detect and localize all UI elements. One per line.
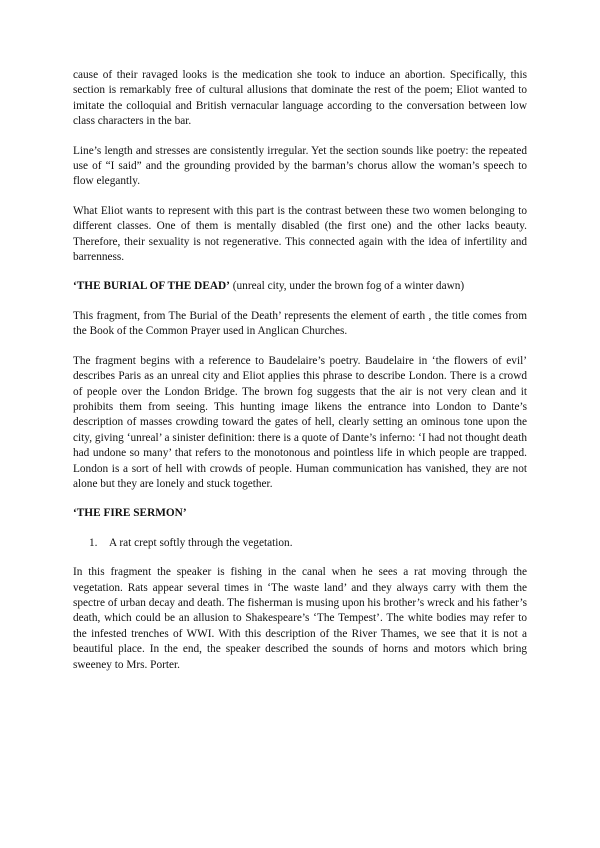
- list-item-text: A rat crept softly through the vegetation.: [109, 536, 293, 549]
- document-page: [73, 68, 527, 687]
- paragraph-contrast-women: What Eliot wants to represent with this part is the contrast between these two women belonging to different classes. One of them is mentally disabled (the first one) and the other lacks beauty. Therefore, their sexuality is not regenerative. This connected again with the idea of infertility and barrenness.: [73, 204, 527, 264]
- paragraph-line-length: Line’s length and stresses are consistently irregular. Yet the section sounds like poetry: the repeated use of “I said” and the grounding provided by the barman’s chorus allow the woman’s speech to flow elegantly.: [73, 144, 527, 188]
- section-title-burial: ‘THE BURIAL OF THE DEAD’: [73, 280, 230, 293]
- section-title-fire-sermon: ‘THE FIRE SERMON’: [73, 507, 187, 520]
- list-item: [73, 536, 527, 551]
- paragraph-abortion-medication: cause of their ravaged looks is the medication she took to induce an abortion. Specifically, this section is remarkably free of cultural allusions that dominate the rest of the poem; Eliot wanted to imitate the colloquial and British vernacular language according to the conversation between low class characters in the bar.: [73, 69, 527, 128]
- section-subtitle-burial: (unreal city, under the brown fog of a winter dawn): [229, 280, 465, 293]
- list-item-number: 1.: [89, 536, 98, 549]
- paragraph-baudelaire-reference: The fragment begins with a reference to Baudelaire’s poetry. Baudelaire in ‘the flowers of evil’ describes Paris as an unreal city and Eliot applies this phrase to describe London. There is a crowd of people over the London Bridge. The brown fog suggests that the air is not very clean and it prohibits them from seeing. This hunting image likens the entrance into London to Dante’s description of masses crowding toward the gates of hell, clearly setting an ominous tone upon the city, giving ‘unreal’ a sinister definition: there is a quote of Dante’s inferno: ‘I had not thought death had undone so many’ that refers to the monotonous and pointless life in which people are trapped. London is a sort of hell with crowds of people. Human communication has vanished, they are not alone but they are lonely and stuck together.: [73, 354, 527, 490]
- paragraph-element-of-earth: This fragment, from The Burial of the Death’ represents the element of earth , the title comes from the Book of the Common Prayer used in Anglican Churches.: [73, 309, 527, 338]
- paragraph-fishing-canal: In this fragment the speaker is fishing in the canal when he sees a rat moving through the vegetation. Rats appear several times in ‘The waste land’ and they always carry with them the spectre of urban decay and death. The fisherman is musing upon his brother’s wreck and his father’s death, which could be an allusion to Shakespeare’s ‘The Tempest’. The white bodies may refer to the infested trenches of WWI. With this description of the River Thames, we see that it is not a beautiful place. In the end, the speaker described the sounds of horns and motors which bring sweeney to Mrs. Porter.: [73, 566, 527, 671]
- numbered-list: [73, 536, 527, 551]
- section-heading-burial-of-the-dead: [73, 279, 527, 294]
- section-heading-fire-sermon: [73, 506, 527, 521]
